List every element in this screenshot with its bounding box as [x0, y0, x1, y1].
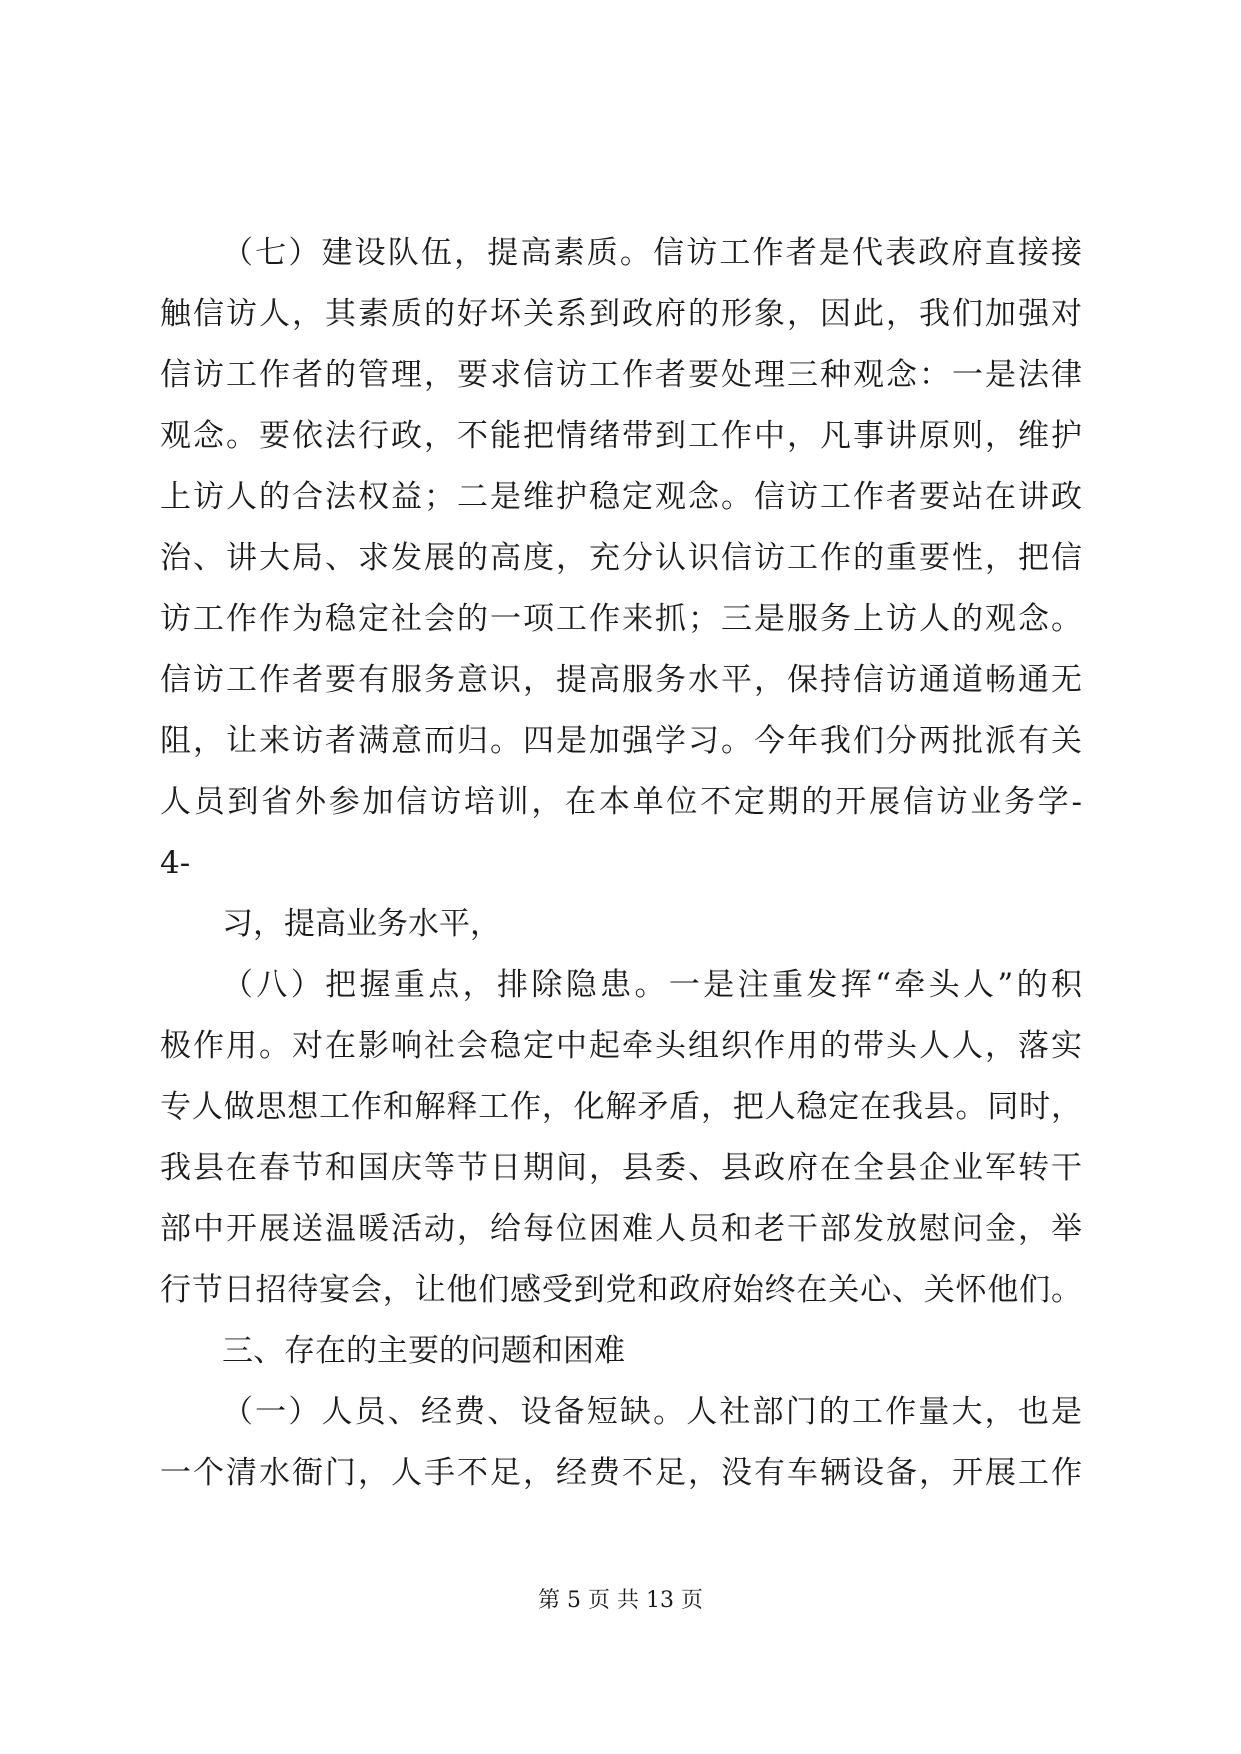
paragraph-line: （七）建设队伍，提高素质。信访工作者是代表政府直接接	[222, 235, 1082, 271]
paragraph-line: 治、讲大局、求发展的高度，充分认识信访工作的重要性，把信	[160, 540, 1082, 576]
paragraph-line: 上访人的合法权益；二是维护稳定观念。信访工作者要站在讲政	[160, 479, 1082, 515]
paragraph-line: 阻，让来访者满意而归。四是加强学习。今年我们分两批派有关	[160, 723, 1082, 759]
paragraph-line: 一个清水衙门，人手不足，经费不足，没有车辆设备，开展工作	[160, 1455, 1082, 1491]
document-body	[160, 223, 1082, 1504]
paragraph-line: 习，提高业务水平，	[222, 906, 501, 942]
paragraph-line: 触信访人，其素质的好坏关系到政府的形象，因此，我们加强对	[160, 296, 1082, 332]
section-heading: 三、存在的主要的问题和困难	[222, 1333, 625, 1369]
paragraph-line: 部中开展送温暖活动，给每位困难人员和老干部发放慰问金，举	[160, 1211, 1082, 1247]
paragraph-line: （八）把握重点，排除隐患。一是注重发挥“牵头人”的积	[222, 967, 1082, 1003]
paragraph-line: 观念。要依法行政，不能把情绪带到工作中，凡事讲原则，维护	[160, 418, 1082, 454]
paragraph-line: 人员到省外参加信访培训，在本单位不定期的开展信访业务学-	[160, 784, 1082, 820]
paragraph-line: 我县在春节和国庆等节日期间，县委、县政府在全县企业军转干	[160, 1150, 1082, 1186]
page-number-footer: 第 5 页 共 13 页	[538, 1588, 703, 1613]
paragraph-line: 行节日招待宴会，让他们感受到党和政府始终在关心、关怀他们。	[160, 1272, 1082, 1308]
paragraph-line: 专人做思想工作和解释工作，化解矛盾，把人稳定在我县。同时，	[160, 1089, 1082, 1125]
paragraph-line: 极作用。对在影响社会稳定中起牵头组织作用的带头人人，落实	[160, 1028, 1082, 1064]
paragraph-line: 信访工作者的管理，要求信访工作者要处理三种观念：一是法律	[160, 357, 1082, 393]
page-break-number: 4-	[160, 845, 191, 881]
paragraph-line: 信访工作者要有服务意识，提高服务水平，保持信访通道畅通无	[160, 662, 1082, 698]
paragraph-line: （一）人员、经费、设备短缺。人社部门的工作量大，也是	[222, 1394, 1082, 1430]
paragraph-line: 访工作作为稳定社会的一项工作来抓；三是服务上访人的观念。	[160, 601, 1082, 637]
